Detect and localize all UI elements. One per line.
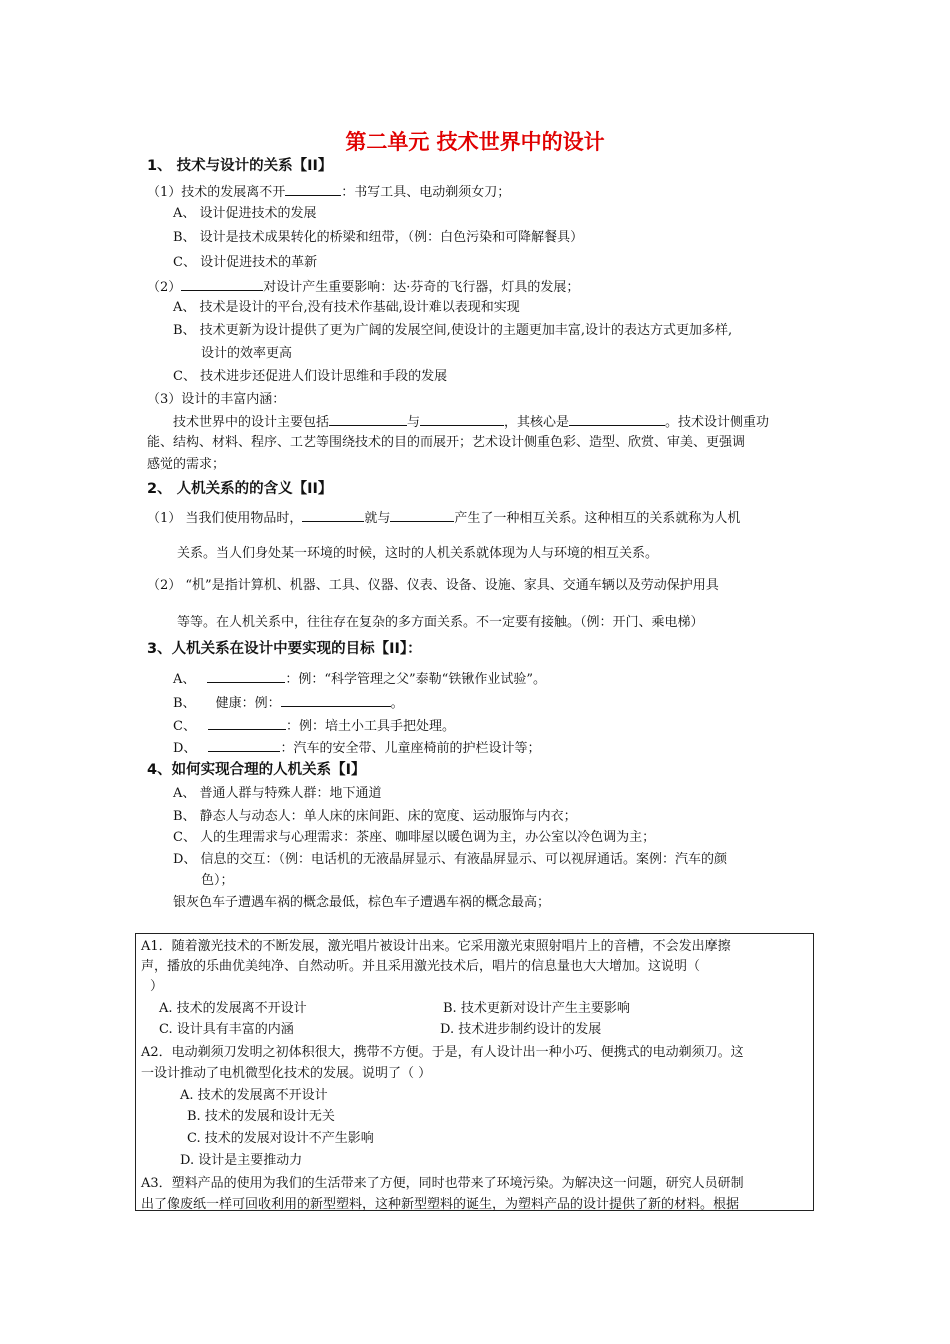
s2-p1 [147, 508, 740, 528]
s2-p1-cont: 关系。当人们身处某一环境的时候，这时的人机关系就体现为人与环境的相互关系。 [177, 546, 659, 561]
s1-q1 [147, 182, 510, 202]
page-title: 第二单元 技术世界中的设计 [345, 130, 605, 154]
a1-option-a: A. 技术的发展离不开设计 [159, 1001, 307, 1016]
s1-q3-blank-1 [329, 412, 407, 426]
a3-line-2: 出了像废纸一样可回收利用的新型塑料，这种新型塑料的诞生，为塑料产品的设计提供了新的材料。根据 [141, 1197, 740, 1212]
a2-line-2: 一设计推动了电机微型化技术的发展。说明了（ ） [141, 1066, 432, 1081]
s1-q3-line3: 感觉的需求； [147, 457, 226, 472]
s3-c-text: ：例：培土小工具手把处理。 [285, 719, 455, 734]
a2-option-c: C. 技术的发展对设计不产生影响 [187, 1131, 374, 1146]
s3-c-blank [208, 716, 286, 730]
s1-q1-option-c: C、 设计促进技术的革新 [173, 255, 318, 270]
s1-q2-post: 对设计产生重要影响：达·芬奇的飞行器，灯具的发展； [263, 280, 580, 295]
s3-a-label: A、 [173, 672, 196, 687]
s2-p1-b: 就与 [364, 511, 391, 526]
s4-item-d-cont: 色）； [201, 873, 234, 888]
s1-q2-blank [181, 277, 263, 291]
s1-q2-option-c: C、 技术进步还促进人们设计思维和手段的发展 [173, 369, 448, 384]
s3-d-label: D、 [173, 741, 197, 756]
s1-q3-d: 。技术设计侧重功 [665, 415, 770, 430]
s1-q3-b: 与 [407, 415, 421, 430]
s1-q1-pre: （1）技术的发展离不开 [147, 185, 286, 200]
s1-q2-option-a: A、 技术是设计的平台,没有技术作基础,设计难以表现和实现 [173, 300, 520, 315]
a1-line-1: A1．随着激光技术的不断发展，激光唱片被设计出来。它采用激光束照射唱片上的音槽，不会发出摩擦 [141, 939, 731, 954]
section-2-heading: 2、 人机关系的的含义【II】 [147, 481, 333, 497]
section-3-heading: 3、人机关系在设计中要实现的目标【II】： [147, 641, 422, 657]
s3-d-text: ：汽车的安全带、儿童座椅前的护栏设计等； [280, 741, 541, 756]
a2-line-1: A2．电动剃须刀发明之初体积很大，携带不方便。于是，有人设计出一种小巧、便携式的电动剃须刀。这 [141, 1045, 744, 1060]
s4-item-d: D、 信息的交互：（例：电话机的无液晶屏显示、有液晶屏显示、可以视屏通话。案例：汽车的颜 [173, 852, 728, 867]
s3-item-a [173, 669, 546, 689]
s1-q3-blank-2 [420, 412, 504, 426]
s1-q3-blank-3 [569, 412, 665, 426]
s3-item-b [173, 693, 404, 713]
s3-b-blank [281, 693, 391, 707]
s2-p2: （2） “机”是指计算机、机器、工具、仪器、仪表、设备、设施、家具、交通车辆以及劳动保护用具 [147, 578, 719, 593]
a3-line-1: A3．塑料产品的使用为我们的生活带来了方便，同时也带来了环境污染。为解决这一问题，研究人员研制 [141, 1176, 744, 1191]
s1-q2 [147, 277, 579, 297]
s3-b-label: B、 [173, 696, 196, 711]
s3-c-label: C、 [173, 719, 196, 734]
s3-a-blank [207, 669, 285, 683]
a2-option-a: A. 技术的发展离不开设计 [180, 1088, 328, 1103]
s1-q3-line2: 能、结构、材料、程序、工艺等围绕技术的目的而展开；艺术设计侧重色彩、造型、欣赏、审美、更强调 [147, 435, 746, 450]
s1-q3-c: ，其核心是 [504, 415, 570, 430]
s1-q2-option-b: B、 技术更新为设计提供了更为广阔的发展空间,使设计的主题更加丰富,设计的表达方式更加多样, [173, 323, 733, 338]
a1-option-d: D. 技术进步制约设计的发展 [440, 1022, 602, 1037]
s2-p1-a: （1） 当我们使用物品时， [147, 511, 303, 526]
s1-q3: （3）设计的丰富内涵： [147, 392, 286, 407]
a1-option-b: B. 技术更新对设计产生主要影响 [443, 1001, 630, 1016]
s1-q3-line1 [173, 412, 769, 432]
s4-item-b: B、 静态人与动态人：单人床的床间距、床的宽度、运动服饰与内衣； [173, 809, 577, 824]
s1-q1-option-a: A、 设计促进技术的发展 [173, 206, 317, 221]
s1-q1-option-b: B、 设计是技术成果转化的桥梁和纽带，（例：白色污染和可降解餐具） [173, 230, 584, 245]
section-4-heading: 4、如何实现合理的人机关系【I】 [147, 762, 366, 778]
s2-p1-blank-2 [390, 508, 454, 522]
s1-q1-blank [285, 182, 341, 196]
s2-p1-blank-1 [302, 508, 364, 522]
s4-item-c: C、 人的生理需求与心理需求：茶座、咖啡屋以暖色调为主，办公室以冷色调为主； [173, 830, 656, 845]
s3-b-post: 。 [390, 696, 404, 711]
s2-p1-c: 产生了一种相互关系。这种相互的关系就称为人机 [454, 511, 741, 526]
s1-q1-post: ：书写工具、电动剃须女刀； [341, 185, 511, 200]
s3-a-text: ：例：“科学管理之父”泰勒“铁锹作业试验”。 [285, 672, 546, 687]
a2-option-d: D. 设计是主要推动力 [180, 1153, 303, 1168]
s1-q2-option-b-cont: 设计的效率更高 [201, 346, 293, 361]
s3-item-d [173, 738, 540, 758]
a1-line-3: ） [150, 979, 164, 994]
section-1-heading: 1、 技术与设计的关系【II】 [147, 158, 333, 174]
a1-line-2: 声，播放的乐曲优美纯净、自然动听。并且采用激光技术后，唱片的信息量也大大增加。这说明（ [141, 959, 701, 974]
s3-b-pre: 健康：例： [215, 696, 281, 711]
s1-q3-a: 技术世界中的设计主要包括 [173, 415, 330, 430]
s1-q2-pre: （2） [147, 280, 182, 295]
s3-item-c [173, 716, 455, 736]
s3-d-blank [208, 738, 280, 752]
a1-option-c: C. 设计具有丰富的内涵 [159, 1022, 294, 1037]
s4-item-a: A、 普通人群与特殊人群：地下通道 [173, 786, 382, 801]
a2-option-b: B. 技术的发展和设计无关 [187, 1109, 335, 1124]
s2-p2-cont: 等等。在人机关系中，往往存在复杂的多方面关系。不一定要有接触。（例：开门、乘电梯） [177, 615, 704, 630]
s4-last-line: 银灰色车子遭遇车祸的概念最低，棕色车子遭遇车祸的概念最高； [173, 895, 551, 910]
